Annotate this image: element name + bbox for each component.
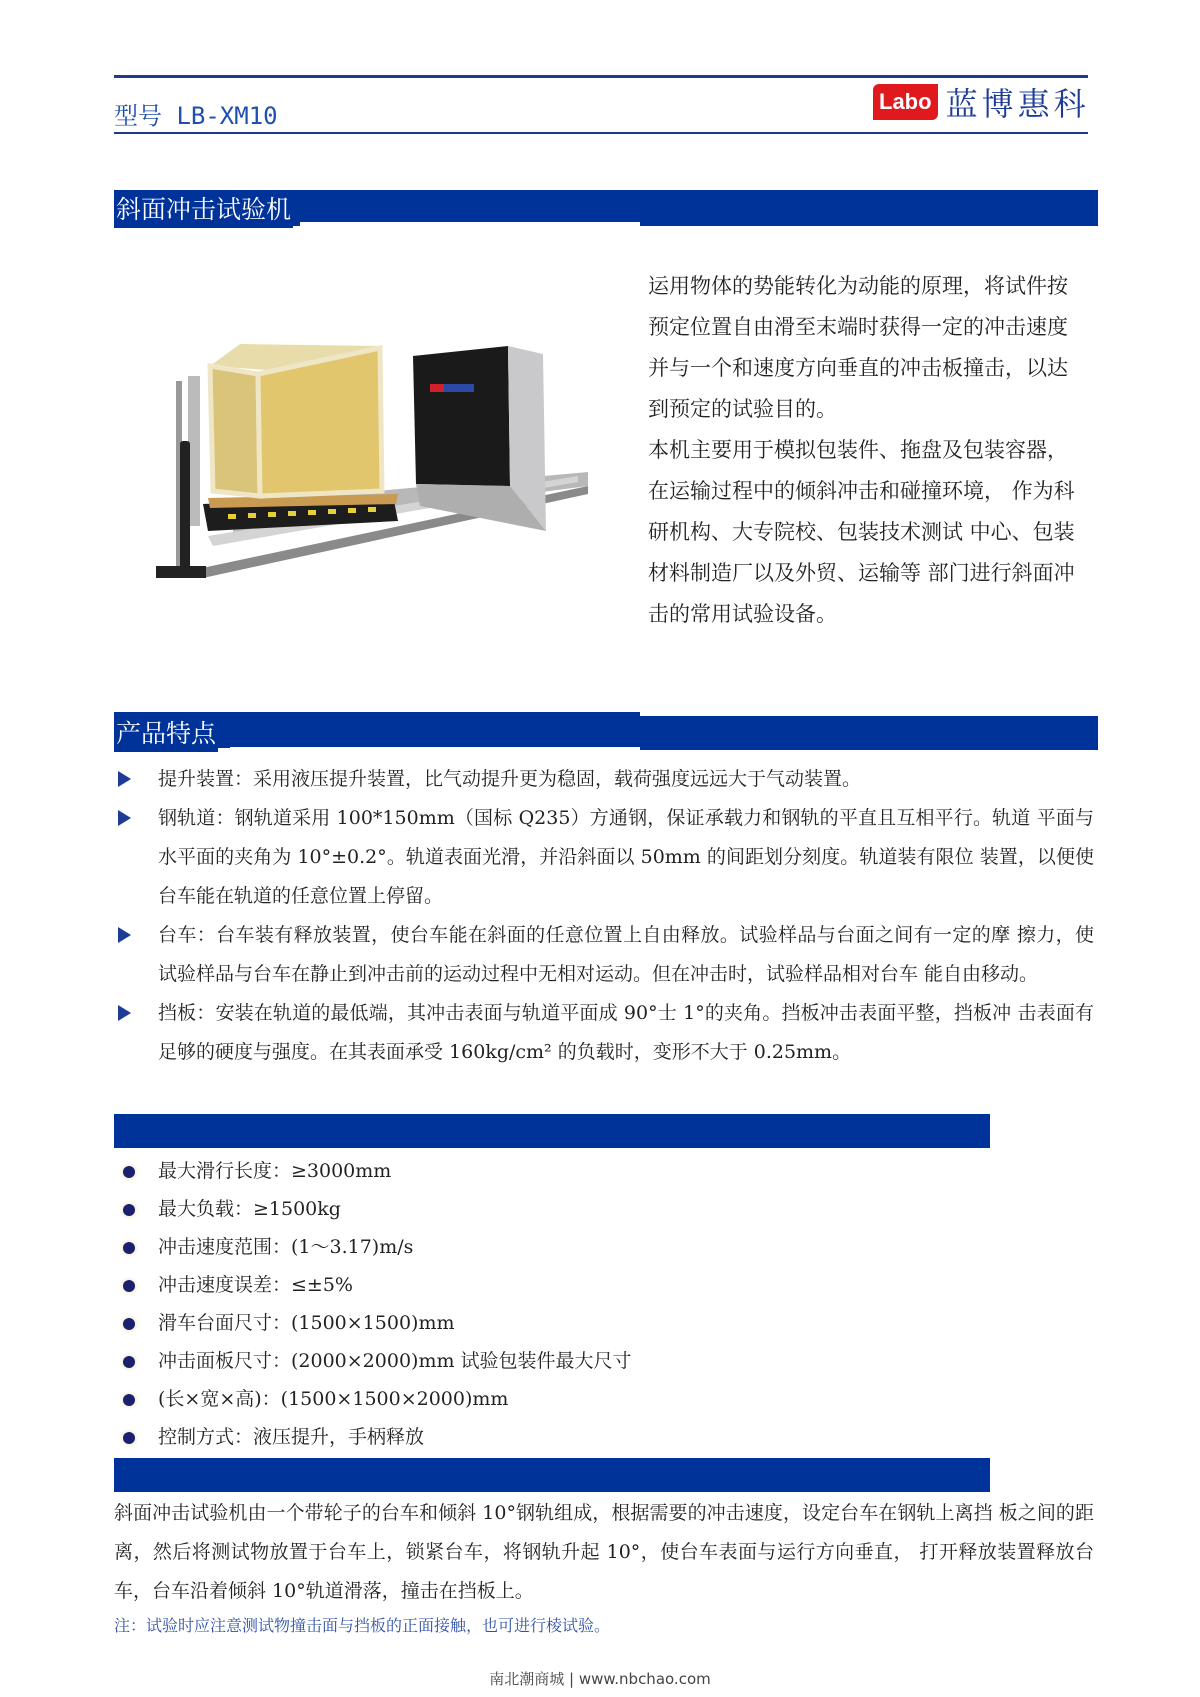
- footer-text: 南北潮商城 | www.nbchao.com: [489, 1670, 711, 1688]
- intro-paragraph: 本机主要用于模拟包装件、拖盘及包装容器，在运输过程中的倾斜冲击和碰撞环境， 作为科研机构、大专院校、包装技术测试 中心、包装材料制造厂以及外贸、运输等 部门进行斜面冲击的常用试验设备。: [648, 438, 1075, 626]
- feature-item: 提升装置：采用液压提升装置，比气动提升更为稳固，载荷强度远远大于气动装置。: [114, 760, 1094, 799]
- title-bar-notch: [300, 222, 640, 230]
- features-bar-notch: [230, 747, 640, 753]
- specs-title: [114, 1117, 118, 1146]
- arrow-bullet-icon: [118, 927, 131, 943]
- dot-bullet-icon: [123, 1280, 135, 1292]
- logo-text: 蓝博惠科: [945, 85, 1090, 123]
- features-title: 产品特点: [114, 716, 218, 752]
- spec-item: 滑车台面尺寸：(1500×1500)mm: [114, 1304, 1094, 1342]
- spec-item: (长×宽×高)：(1500×1500×2000)mm: [114, 1380, 1094, 1418]
- arrow-bullet-icon: [118, 810, 131, 826]
- title-bar-right: [640, 190, 1098, 226]
- spec-item: 冲击面板尺寸：(2000×2000)mm 试验包装件最大尺寸: [114, 1342, 1094, 1380]
- principle-note: 注：试验时应注意测试物撞击面与挡板的正面接触，也可进行棱试验。: [114, 1616, 611, 1635]
- feature-item: 挡板：安装在轨道的最低端，其冲击表面与轨道平面成 90°士 1°的夹角。挡板冲击表面平整，挡板冲 击表面有足够的硬度与强度。在其表面承受 160kg/cm² 的负载时，变形不大于 0.25mm。: [114, 994, 1094, 1072]
- features-bar-right: [640, 716, 1098, 750]
- header-bottom-rule: [114, 132, 1088, 134]
- arrow-bullet-icon: [118, 771, 131, 787]
- impact-tester-illustration: [148, 336, 598, 586]
- features-list: [114, 760, 1094, 1072]
- spec-item: 最大负载：≥1500kg: [114, 1190, 1094, 1228]
- dot-bullet-icon: [123, 1242, 135, 1254]
- spec-item: 冲击速度范围：(1～3.17)m/s: [114, 1228, 1094, 1266]
- dot-bullet-icon: [123, 1394, 135, 1406]
- header-top-rule: [114, 75, 1088, 78]
- spec-item: 控制方式：液压提升，手柄释放: [114, 1418, 1094, 1456]
- arrow-bullet-icon: [118, 1005, 131, 1021]
- brand-logo: [873, 82, 1090, 122]
- intro-paragraph: 运用物体的势能转化为动能的原理，将试件按预定位置自由滑至末端时获得一定的冲击速度并与一个和速度方向垂直的冲击板撞击，以达到预定的试验目的。: [648, 274, 1068, 421]
- intro-text: [648, 266, 1088, 635]
- model-label: 型号 LB-XM10: [114, 102, 278, 130]
- dot-bullet-icon: [123, 1204, 135, 1216]
- dot-bullet-icon: [123, 1166, 135, 1178]
- specs-list: [114, 1152, 1094, 1456]
- principle-title: [114, 1461, 118, 1490]
- principle-bar: [114, 1458, 990, 1492]
- spec-item: 最大滑行长度：≥3000mm: [114, 1152, 1094, 1190]
- spec-item: 冲击速度误差：≤±5%: [114, 1266, 1094, 1304]
- logo-badge: Labo: [873, 84, 938, 120]
- dot-bullet-icon: [123, 1318, 135, 1330]
- principle-text: 斜面冲击试验机由一个带轮子的台车和倾斜 10°钢轨组成，根据需要的冲击速度，设定台车在钢轨上离挡 板之间的距离，然后将测试物放置于台车上，锁紧台车，将钢轨升起 10°，使台车表面与运行方向垂直， 打开释放装置释放台车，台车沿着倾斜 10°轨道滑落，撞击在挡板上。: [114, 1502, 1094, 1602]
- feature-item: 钢轨道：钢轨道采用 100*150mm（国标 Q235）方通钢，保证承载力和钢轨的平直且互相平行。轨道 平面与水平面的夹角为 10°±0.2°。轨道表面光滑，并沿斜面以 50mm 的间距划分刻度。轨道装有限位 装置，以便使台车能在轨道的任意位置上停留。: [114, 799, 1094, 916]
- specs-bar: [114, 1114, 990, 1148]
- feature-item: 台车：台车装有释放装置，使台车能在斜面的任意位置上自由释放。试验样品与台面之间有一定的摩 擦力，使试验样品与台车在静止到冲击前的运动过程中无相对运动。但在冲击时，试验样品相对台车 能自由移动。: [114, 916, 1094, 994]
- page-title: 斜面冲击试验机: [114, 192, 293, 228]
- product-image: [148, 336, 598, 586]
- dot-bullet-icon: [123, 1356, 135, 1368]
- dot-bullet-icon: [123, 1432, 135, 1444]
